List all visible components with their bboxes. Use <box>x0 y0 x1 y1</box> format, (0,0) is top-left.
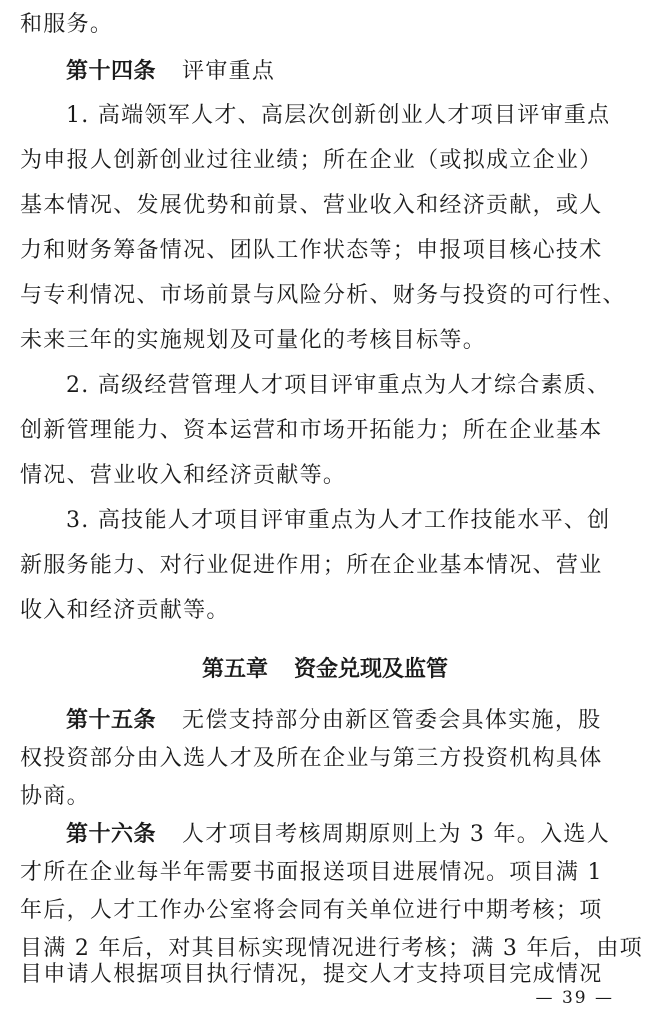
text-line: 协商。 <box>20 784 90 809</box>
article-14-title: 评审重点 <box>182 59 276 84</box>
text-line: 1. 高端领军人才、高层次创新创业人才项目评审重点 <box>66 103 611 128</box>
text-line: 人才项目考核周期原则上为 3 年。入选人 <box>182 822 611 847</box>
text-line: 2. 高级经营管理人才项目评审重点为人才综合素质、 <box>66 373 611 398</box>
article-15-paragraph-start <box>0 706 650 736</box>
text-line: 权投资部分由入选人才及所在企业与第三方投资机构具体 <box>20 746 603 771</box>
article-16-label: 第十六条 <box>66 822 157 847</box>
text-line: 才所在企业每半年需要书面报送项目进展情况。项目满 1 <box>20 860 603 885</box>
page-number: — 39 — <box>535 988 614 1008</box>
text-line: 为申报人创新创业过往业绩；所在企业（或拟成立企业） <box>20 148 603 173</box>
text-line: 力和财务筹备情况、团队工作状态等；申报项目核心技术 <box>20 238 603 263</box>
article-14-heading <box>0 57 650 87</box>
chapter-5-heading <box>0 655 650 685</box>
text-line: 年后，人才工作办公室将会同有关单位进行中期考核；项 <box>20 898 603 923</box>
text-line: 创新管理能力、资本运营和市场开拓能力；所在企业基本 <box>20 418 603 443</box>
chapter-5-title: 资金兑现及监管 <box>294 657 449 682</box>
article-14-label: 第十四条 <box>66 59 157 84</box>
chapter-5-label: 第五章 <box>201 657 268 682</box>
text-line: 目满 2 年后，对其目标实现情况进行考核；满 3 年后，由项 <box>20 936 643 961</box>
article-15-label: 第十五条 <box>66 708 157 733</box>
text-line: 和服务。 <box>20 12 114 37</box>
text-line: 目申请人根据项目执行情况，提交人才支持项目完成情况 <box>20 962 603 987</box>
text-line: 无偿支持部分由新区管委会具体实施，股 <box>182 708 602 733</box>
text-line: 新服务能力、对行业促进作用；所在企业基本情况、营业 <box>20 553 603 578</box>
text-line: 情况、营业收入和经济贡献等。 <box>20 463 347 488</box>
text-line: 与专利情况、市场前景与风险分析、财务与投资的可行性、 <box>20 283 626 308</box>
text-line: 3. 高技能人才项目评审重点为人才工作技能水平、创 <box>66 508 611 533</box>
text-line: 未来三年的实施规划及可量化的考核目标等。 <box>20 328 487 353</box>
article-16-paragraph-start <box>0 820 650 850</box>
text-line: 基本情况、发展优势和前景、营业收入和经济贡献，或人 <box>20 193 603 218</box>
text-line: 收入和经济贡献等。 <box>20 598 230 623</box>
